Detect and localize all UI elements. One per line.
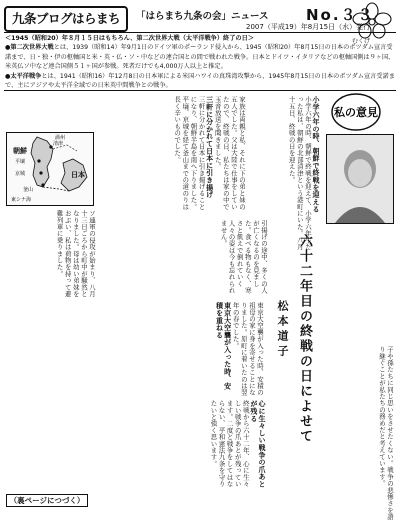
continued-note: （裏ページにつづく） — [6, 494, 88, 507]
article-column-1: 小学六年の時、朝鮮で終戦を迎える 小学六年の時、朝鮮で終戦を迎えて、小学六年生だった私は、朝鮮の北部清津という港町にいた。八月十五日、終戦の日を迎えた。 — [287, 96, 320, 251]
article-column-5: 東京大空襲が入った時、安積の祖母の家に身を寄せることになりました。原町に着いたのは翌年の春でした。 東京大空襲が入った時、安積を重ねる — [215, 302, 264, 396]
subhead: 東京大空襲が入った時、安積を重ねる — [215, 302, 232, 390]
map-label-east-china-sea: 東シナ海 — [11, 197, 32, 203]
divider — [4, 32, 396, 33]
my-opinion-seal-icon — [330, 92, 382, 132]
feature-headline: 六十二年目の終戦の日によせて — [297, 234, 312, 444]
author-portrait — [326, 134, 394, 224]
flower-caption: むくげ — [352, 38, 371, 45]
article-column-3: ソ連軍の侵攻が始まり、八月十三日ごろから町中が騒然となりました。母は幼い弟妹をおぶい、私は荷物を持って避難列車に乗りました。 — [55, 210, 96, 298]
map-label-chongjin: 清津 — [53, 141, 64, 147]
map-label-japan: 日本 — [71, 171, 85, 179]
map-label-busan: 釜山 — [23, 187, 34, 193]
subhead: 三軒に分かれて日本に引き揚げ — [205, 96, 214, 199]
note-ww2: ●第二次世界大戦とは、1939（昭和14）年9月1日のドイツ軍のポーランド侵入から、1945（昭和20）年8月15日の日本のポツダム宣言受諾まで、日・独・伊の枢軸国と米・英・仏・ソ・中などの連合国との間で戦われた戦争。日本とドイツ・イタリアなどの枢軸国側は９ヶ国、米英仏ソ中など連合国側５１ヶ国が参戦。死者だけでも4,000万人以上と推定。 — [5, 44, 395, 71]
issue-number: No.３３ — [306, 6, 375, 24]
divider — [4, 90, 396, 91]
author-byline: 松本道子 — [276, 300, 289, 360]
korea-japan-map — [6, 132, 94, 206]
newsletter-title: 「はらまち九条の会」ニュース — [136, 11, 269, 22]
svg-text:私の意見: 私の意見 — [334, 106, 378, 119]
map-label-manchuria: 満州 — [55, 135, 66, 141]
article-column-6: 心に生々しい戦争の爪あとが残る 終戦から六十二年、心に生々しい戦争の爪あとが残っています。二度と戦争をしてはならない、平和憲法九条を守りたいと強く思います。 — [209, 400, 266, 488]
article-column-4: 引揚げの途中、多くの人が亡くなるのを見ました。食べる物もなく、寒さと飢えで倒れていく人々の姿は今も忘れられません。 — [219, 220, 268, 294]
subhead: 小学六年の時、朝鮮で終戦を迎える — [312, 96, 320, 213]
note-heading: ＜1945（昭和20）年８月１５日はもちろん、第二次世界大戦（太平洋戦争）終了の日＞ — [5, 35, 254, 42]
map-label-seoul: 京城 — [15, 171, 26, 177]
map-label-korea: 朝鮮 — [13, 147, 27, 155]
publication-date: 2007（平成19）年8月15日（水）発行 — [246, 23, 371, 31]
article-column-2: 家族は両親と私、それに下の弟と妹の五人でした。父は大陸で仕事をしていたので、終戦の日、私たちは家の中で玉音放送を聞きました。 三軒に分かれて日本に引き揚げ 三軒に分かれて日本に引き揚げることになり、朝鮮半島を南へ下りました。平壌、京城を経て釜山までの道のりは長く辛いものでした。 — [173, 96, 246, 210]
map-label-pyongyang: 平壌 — [15, 159, 26, 165]
subhead: 心に生々しい戦争の爪あとが残る — [249, 400, 266, 488]
notes-block — [5, 34, 395, 90]
note-pacific-war: ●太平洋戦争とは、1941（昭和16）年12月8日の日本軍による米国ハワイの真珠湾攻撃から、1945年8月15日の日本のポツダム宣言受諾まで、主にアジアや太平洋全域での日米英中間戦争との戦争。 — [5, 72, 395, 90]
article-column-7: 子や孫たちに同じ思いをさせたくない。戦争の悲惨さを語り継ぐことが私たちの務めだと考えています。 — [377, 346, 394, 521]
newsletter-logo: 九条ブログはらまち — [4, 6, 128, 32]
